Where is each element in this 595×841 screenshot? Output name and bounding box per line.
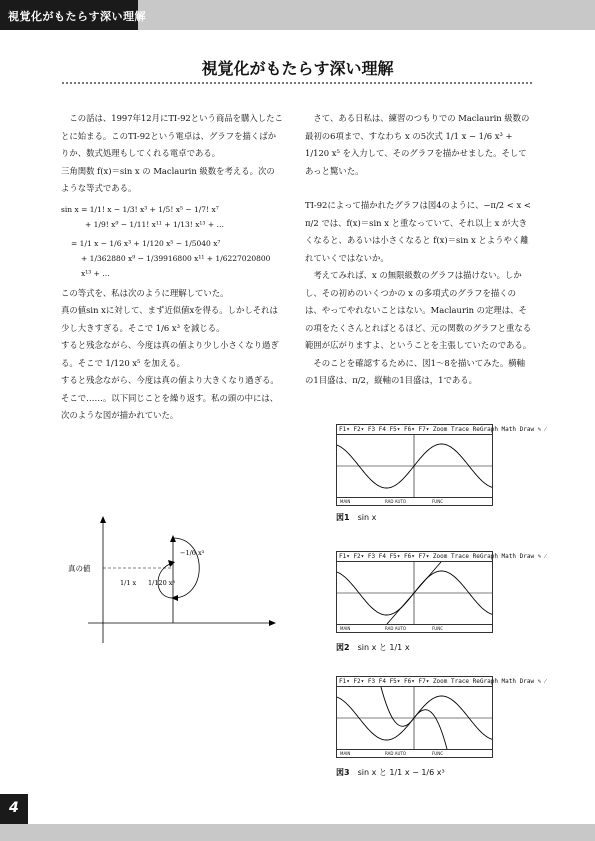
graph-fig3 (337, 687, 492, 749)
equation-line: + 1/9! x⁹ − 1/11! x¹¹ + 1/13! x¹³ + … (85, 219, 224, 229)
left-column (61, 110, 283, 425)
calculator-status (337, 749, 492, 757)
term1-label: 1/1 x (120, 579, 137, 587)
paragraph: 三角関数 f(x)＝sin x の Maclaurin 級数を考える。次のような等式である。 (61, 165, 275, 193)
calculator-toolbar: F1▾ F2▾ F3 F4 F5▾ F6▾ F7▾ Zoom Trace ReGraph Math Draw ✎ ⁄ (339, 678, 546, 685)
paragraph: そこで……。以下同じことを繰り返す。私の頭の中には、次のような図が描かれていた。 (61, 392, 279, 420)
status-main: MAIN (340, 626, 351, 631)
status-main: MAIN (340, 499, 351, 504)
figure-label: 図2 (336, 643, 350, 652)
status-func: FUNC (432, 626, 444, 631)
status-mode: RAD AUTO (385, 499, 406, 504)
graph-fig1 (337, 435, 492, 497)
status-func: FUNC (432, 499, 444, 504)
equation-line: sin x = 1/1! x − 1/3! x³ + 1/5! x⁵ − 1/7! x⁷ (61, 204, 219, 214)
calculator-screen-fig3 (336, 676, 546, 758)
figure-label: 図1 (336, 513, 350, 522)
term3-label: −1/6 x³ (180, 549, 205, 557)
paragraph: すると残念ながら、今度は真の値より大きくなり過ぎる。 (61, 375, 279, 385)
status-main: MAIN (340, 751, 351, 756)
status-mode: RAD AUTO (385, 626, 406, 631)
paragraph: すると残念ながら、今度は真の値より少し小さくなり過ぎる。そこで 1/120 x⁵ を加える。 (61, 340, 279, 368)
approximation-diagram (68, 513, 278, 653)
header-tab-title: 視覚化がもたらす深い理解 (8, 10, 146, 23)
status-func: FUNC (432, 751, 444, 756)
paragraph: さて、ある日私は、練習のつもりでの Maclaurin 級数の最初の6項まで、すなわち x の5次式 1/1 x − 1/6 x³ + 1/120 x⁵ を入力して、そのグラフを描かせました。そしてあっと驚いた。 (305, 113, 530, 176)
title-divider (62, 82, 532, 85)
calculator-status (337, 497, 492, 505)
graph-fig2 (337, 562, 492, 624)
page-title: 視覚化がもたらす深い理解 (201, 59, 394, 78)
term2-label: 1/120 x⁵ (148, 579, 176, 587)
true-value-label: 真の値 (68, 564, 91, 573)
paragraph: この話は、1997年12月にTI-92という商品を購入したことに始まる。このTI-92という電卓は、グラフを描くばかりか、数式処理もしてくれる電卓である。 (61, 113, 283, 158)
status-mode: RAD AUTO (385, 751, 406, 756)
equation-line: + 1/362880 x⁹ − 1/39916800 x¹¹ + 1/6227020800 x¹³ + … (81, 253, 271, 278)
figure-caption-text: sin x と 1/1 x − 1/6 x³ (357, 768, 445, 777)
figure-label: 図3 (336, 768, 350, 777)
paragraph: そのことを確認するために、図1〜8を描いてみた。横軸の1目盛は、π/2，縦軸の1目盛は，1である。 (305, 357, 526, 385)
y-axis-arrow (100, 516, 106, 523)
term-x3-arrow (173, 538, 199, 598)
equation-line: = 1/1 x − 1/6 x³ + 1/120 x⁵ − 1/5040 x⁷ (71, 238, 221, 248)
calculator-toolbar: F1▾ F2▾ F3 F4 F5▾ F6▾ F7▾ Zoom Trace ReGraph Math Draw ✎ ⁄ (339, 553, 546, 560)
paragraph: 真の値sin xに対して、まず近似値xを得る。しかしそれは少し大きすぎる。そこで 1/6 x³ を減じる。 (61, 305, 278, 333)
figure-caption-3 (336, 767, 445, 778)
calculator-toolbar: F1▾ F2▾ F3 F4 F5▾ F6▾ F7▾ Zoom Trace ReGraph Math Draw ✎ ⁄ (339, 426, 546, 433)
paragraph: この等式を、私は次のように理解していた。 (61, 287, 229, 298)
paragraph: 考えてみれば、x の無限級数のグラフは描けない。しかし、その初めのいくつかの x の多項式のグラフを描くのは、やってやれないことはない。Maclaurin の定理は、その項をたくさんとればとるほど、元の関数のグラフと重なる範囲が広がりますよ、ということを主張していたのである。 (305, 270, 532, 350)
paragraph: TI-92によって描かれたグラフは図4のように、−π/2 < x < π/2 では、f(x)＝sin x と重なっていて、それ以上 x が大きくなると、あるいは小さくなると f(x)＝sin x とようやく離れていくではないか。 (305, 200, 531, 263)
figure-caption-text: sin x と 1/1 x (357, 643, 410, 652)
x-axis-arrow (269, 620, 276, 626)
calculator-screen-fig2 (336, 551, 546, 633)
footer-bar (0, 824, 595, 841)
maclaurin-equation (61, 202, 283, 281)
figure-caption-1 (336, 512, 376, 523)
page-number: 4 (9, 800, 19, 816)
figure-caption-text: sin x (357, 513, 377, 522)
figure-caption-2 (336, 642, 410, 653)
calculator-screen-fig1 (336, 424, 546, 506)
right-column (305, 110, 532, 390)
calculator-status (337, 624, 492, 632)
